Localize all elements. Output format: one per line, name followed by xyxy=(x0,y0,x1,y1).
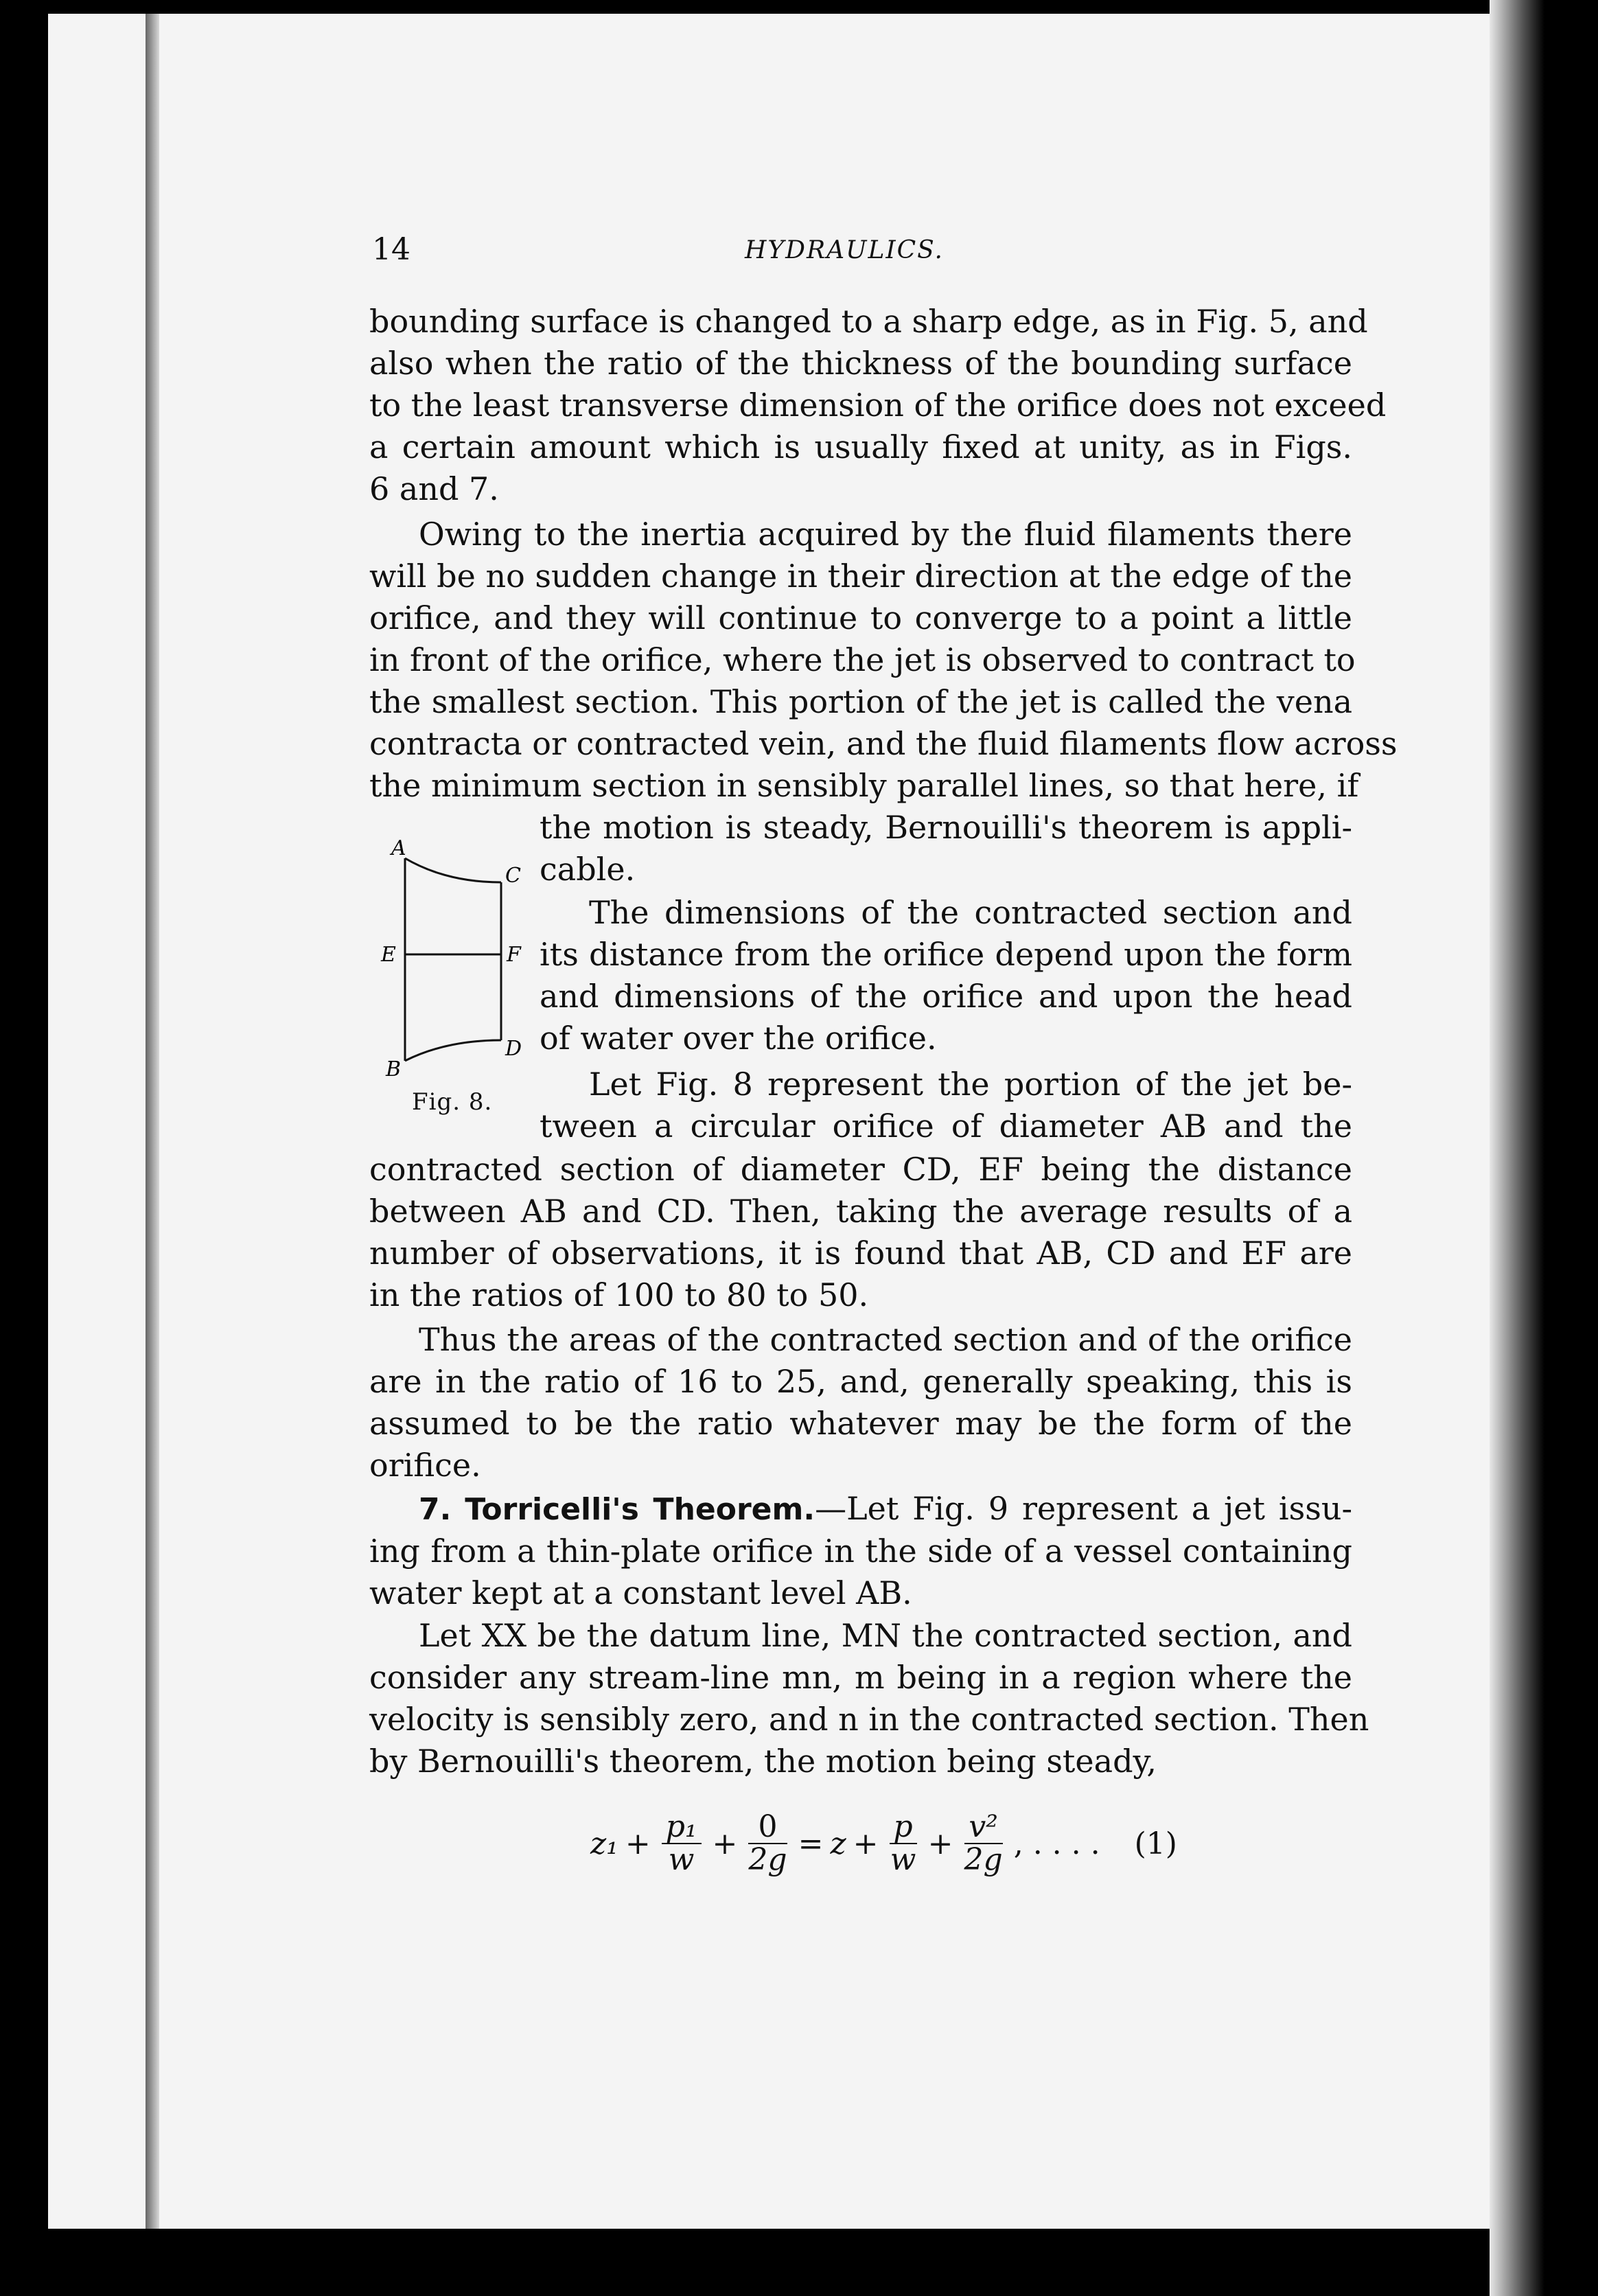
text-line: will be no sudden change in their direction at the edge of the xyxy=(369,558,1352,595)
text-line: the motion is steady, Bernouilli's theorem is appli- xyxy=(540,809,1352,846)
paragraph-2 xyxy=(369,514,1398,807)
eq-denominator: 2g xyxy=(964,1842,1003,1877)
eq-fraction-v2-2g xyxy=(964,1811,1003,1876)
eq-numerator: p₁ xyxy=(662,1811,702,1844)
text-line: between AB and CD. Then, taking the average results of a xyxy=(369,1193,1352,1230)
wrapped-paragraph-3 xyxy=(540,1064,1352,1147)
eq-plus: + xyxy=(927,1826,953,1861)
eq-plus: + xyxy=(712,1826,738,1861)
equation-number: (1) xyxy=(1134,1826,1177,1861)
running-title: HYDRAULICS. xyxy=(745,236,944,264)
jet-top-curve xyxy=(405,858,501,882)
gutter-shadow xyxy=(146,14,159,2229)
text-line: Thus the areas of the contracted section and of the orifice xyxy=(419,1321,1352,1358)
eq-numerator: p xyxy=(890,1811,917,1844)
text-line: also when the ratio of the thickness of the bounding surface xyxy=(369,345,1352,382)
text-line: contracted section of diameter CD, EF being the distance xyxy=(369,1151,1352,1188)
text-line: Let XX be the datum line, MN the contracted section, and xyxy=(419,1617,1352,1654)
text-line: orifice, and they will continue to converge to a point a little xyxy=(369,599,1352,636)
eq-z1: z₁ xyxy=(590,1826,618,1861)
eq-z: z xyxy=(830,1826,846,1861)
eq-fraction-0-2g xyxy=(748,1811,787,1876)
eq-fraction-p-w xyxy=(890,1811,917,1876)
paragraph-5 xyxy=(369,1615,1369,1782)
text-line: ing from a thin-plate orifice in the side of a vessel containing xyxy=(369,1532,1352,1570)
label-e: E xyxy=(381,943,396,967)
label-c: C xyxy=(505,864,521,888)
text-line: of water over the orifice. xyxy=(540,1020,937,1057)
eq-numerator: v² xyxy=(964,1811,1003,1844)
figure-caption: Fig. 8. xyxy=(412,1088,493,1116)
text-line: number of observations, it is found that AB, CD and EF are xyxy=(369,1235,1352,1272)
wrapped-paragraph-1 xyxy=(540,807,1352,891)
section-torricelli xyxy=(369,1488,1352,1614)
text-line: in front of the orifice, where the jet is observed to contract to xyxy=(369,641,1356,678)
right-edge-shadow xyxy=(1490,0,1544,2296)
label-a: A xyxy=(391,836,406,860)
paragraph-3-continued xyxy=(369,1149,1352,1316)
jet-bottom-curve xyxy=(405,1040,501,1061)
eq-numerator: 0 xyxy=(748,1811,787,1844)
text-line: are in the ratio of 16 to 25, and, generally speaking, this is xyxy=(369,1363,1352,1400)
text-line: Owing to the inertia acquired by the fluid filaments there xyxy=(419,516,1352,553)
text-line: tween a circular orifice of diameter AB and the xyxy=(540,1107,1352,1145)
text-line: in the ratios of 100 to 80 to 50. xyxy=(369,1276,869,1313)
text-line: The dimensions of the contracted section and xyxy=(589,894,1352,931)
equation-1 xyxy=(590,1799,1345,1888)
section-number: 7. xyxy=(419,1492,452,1527)
text-line: velocity is sensibly zero, and n in the contracted section. Then xyxy=(369,1701,1369,1738)
text-line: the smallest section. This portion of the jet is called the vena xyxy=(369,683,1352,720)
text-line: Let Fig. 8 represent the portion of the jet be- xyxy=(589,1066,1352,1103)
section-first-line xyxy=(369,1488,1352,1530)
text-line: orifice. xyxy=(369,1447,481,1484)
text-line: water kept at a constant level AB. xyxy=(369,1574,912,1611)
text-line: —Let Fig. 9 represent a jet issu- xyxy=(815,1490,1352,1527)
text-line: by Bernouilli's theorem, the motion being steady, xyxy=(369,1743,1157,1780)
label-d: D xyxy=(505,1037,522,1061)
text-line: bounding surface is changed to a sharp edge, as in Fig. 5, and xyxy=(369,303,1368,340)
text-line: the minimum section in sensibly parallel lines, so that here, if xyxy=(369,767,1359,804)
page-number: 14 xyxy=(372,232,410,267)
label-f: F xyxy=(507,943,521,967)
label-b: B xyxy=(386,1057,402,1081)
eq-denominator: 2g xyxy=(748,1842,787,1877)
eq-denominator: w xyxy=(890,1842,916,1877)
paragraph-1 xyxy=(369,301,1387,510)
text-line: a certain amount which is usually fixed at unity, as in Figs. xyxy=(369,428,1352,466)
text-line: contracta or contracted vein, and the fluid filaments flow across xyxy=(369,725,1398,762)
text-line: cable. xyxy=(540,851,636,888)
text-line: 6 and 7. xyxy=(369,470,499,507)
figure-8-diagram xyxy=(371,834,542,1116)
paragraph-4 xyxy=(369,1319,1352,1486)
eq-equals: = xyxy=(798,1826,824,1861)
text-line: to the least transverse dimension of the orifice does not exceed xyxy=(369,387,1387,424)
text-line: its distance from the orifice depend upon the form xyxy=(540,936,1352,973)
section-title: Torricelli's Theorem. xyxy=(465,1492,815,1527)
text-line: consider any stream-line mn, m being in a region where the xyxy=(369,1659,1352,1696)
eq-dots: , . . . . xyxy=(1013,1826,1100,1861)
eq-fraction-p1-w xyxy=(662,1811,702,1876)
text-line: assumed to be the ratio whatever may be the form of the xyxy=(369,1405,1352,1442)
eq-denominator: w xyxy=(668,1842,695,1877)
wrapped-paragraph-2 xyxy=(540,892,1352,1059)
text-line: and dimensions of the orifice and upon the head xyxy=(540,978,1352,1015)
eq-plus: + xyxy=(625,1826,651,1861)
eq-plus: + xyxy=(853,1826,879,1861)
